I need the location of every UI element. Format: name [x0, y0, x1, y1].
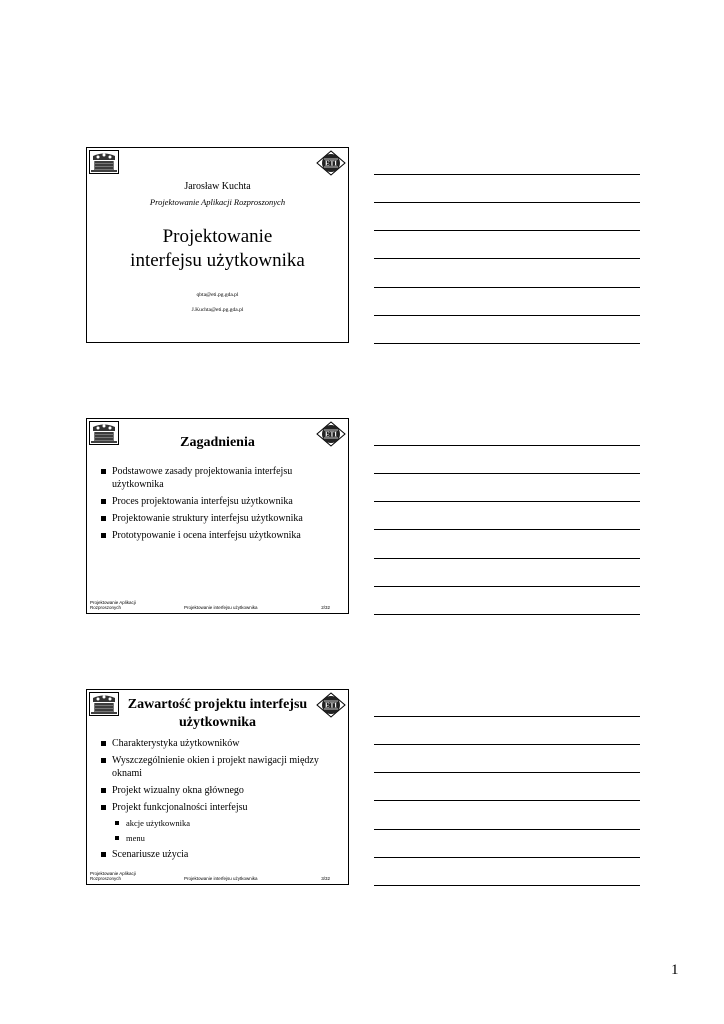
note-line	[374, 202, 640, 203]
footer-course: Projektowanie Aplikacji Rozproszonych	[90, 871, 136, 881]
note-line	[374, 744, 640, 745]
list-item: Wyszczególnienie okien i projekt nawigacji między oknami	[97, 754, 340, 780]
list-item: Projekt funkcjonalności interfejsu	[97, 801, 340, 814]
bullet-square-icon	[101, 758, 106, 763]
eti-faculty-logo-icon	[316, 421, 346, 447]
svg-text:ETI: ETI	[324, 701, 338, 710]
bullet-square-icon	[101, 499, 106, 504]
bullet-square-icon	[101, 533, 106, 538]
footer-page-number: 3/32	[321, 876, 330, 881]
footer-topic: Projektowanie interfejsu użytkownika	[184, 605, 258, 610]
list-subitem: menu	[97, 833, 340, 844]
bullet-square-icon	[101, 805, 106, 810]
note-line	[374, 558, 640, 559]
note-line	[374, 829, 640, 830]
slide-title: Zagadnienia	[180, 435, 255, 450]
list-item: Scenariusze użycia	[97, 848, 340, 861]
author-email-2[interactable]: J.Kuchta@eti.pg.gda.pl	[191, 307, 244, 313]
university-crest-icon	[89, 692, 119, 716]
footer-topic: Projektowanie interfejsu użytkownika	[184, 876, 258, 881]
footer-page-number: 2/32	[321, 605, 330, 610]
slide-3	[86, 689, 349, 885]
eti-faculty-logo-icon	[316, 692, 346, 718]
bullet-square-icon	[101, 852, 106, 857]
eti-faculty-logo-icon	[316, 150, 346, 176]
svg-text:ETI: ETI	[324, 430, 338, 439]
list-item: Prototypowanie i ocena interfejsu użytkownika	[97, 529, 340, 542]
bullet-square-icon	[115, 821, 119, 825]
bullet-square-icon	[115, 836, 119, 840]
note-line	[374, 716, 640, 717]
note-line	[374, 343, 640, 344]
bullet-list	[97, 737, 340, 865]
note-line	[374, 501, 640, 502]
slide-title: Zawartość projektu interfejsu użytkownika	[127, 697, 308, 730]
note-line	[374, 586, 640, 587]
svg-text:ETI: ETI	[324, 159, 338, 168]
bullet-square-icon	[101, 741, 106, 746]
note-line	[374, 857, 640, 858]
list-item: Podstawowe zasady projektowania interfejsu użytkownika	[97, 465, 340, 491]
list-item: Projekt wizualny okna głównego	[97, 784, 340, 797]
note-line	[374, 445, 640, 446]
bullet-square-icon	[101, 469, 106, 474]
note-line	[374, 230, 640, 231]
footer-course: Projektowanie Aplikacji Rozproszonych	[90, 600, 136, 610]
bullet-list	[97, 465, 340, 546]
author-name: Jarosław Kuchta	[184, 181, 251, 192]
course-name: Projektowanie Aplikacji Rozproszonych	[149, 197, 286, 207]
list-subitem: akcje użytkownika	[97, 818, 340, 829]
note-line	[374, 529, 640, 530]
list-item: Charakterystyka użytkowników	[97, 737, 340, 750]
slide-title	[87, 225, 348, 273]
slide-1	[86, 147, 349, 343]
author-email-1[interactable]: qbta@eti.pg.gda.pl	[196, 292, 239, 298]
slide-2	[86, 418, 349, 614]
list-item: Projektowanie struktury interfejsu użytkownika	[97, 512, 340, 525]
note-line	[374, 287, 640, 288]
university-crest-icon	[89, 421, 119, 445]
bullet-square-icon	[101, 788, 106, 793]
note-line	[374, 800, 640, 801]
slide-title-line-2: interfejsu użytkownika	[130, 250, 305, 271]
note-line	[374, 473, 640, 474]
note-line	[374, 315, 640, 316]
list-item: Proces projektowania interfejsu użytkownika	[97, 495, 340, 508]
note-line	[374, 614, 640, 615]
bullet-square-icon	[101, 516, 106, 521]
note-line	[374, 772, 640, 773]
university-crest-icon	[89, 150, 119, 174]
page-number: 1	[671, 962, 679, 978]
note-line	[374, 885, 640, 886]
slide-title-line-1: Projektowanie	[162, 226, 273, 247]
note-line	[374, 258, 640, 259]
note-line	[374, 174, 640, 175]
